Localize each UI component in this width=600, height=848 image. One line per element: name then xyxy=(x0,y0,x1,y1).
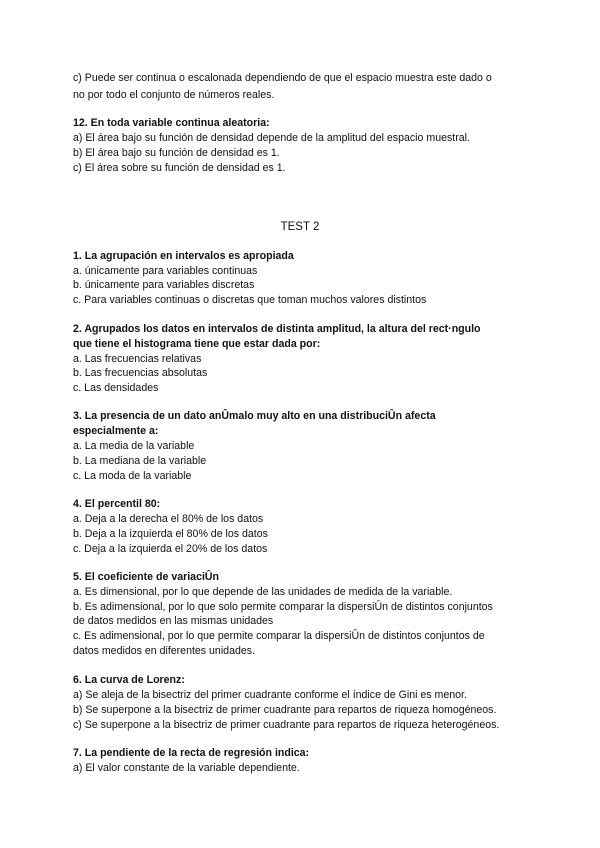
question-4-option-a: a. Deja a la derecha el 80% de los datos xyxy=(73,513,264,525)
question-5-option-c-line2: datos medidos en diferentes unidades. xyxy=(73,645,255,657)
option-c-line1: c) Puede ser continua o escalonada dependiendo de que el espacio muestra este dado o xyxy=(73,72,492,84)
question-1-option-b: b. únicamente para variables discretas xyxy=(73,279,255,291)
question-12-option-a: a) El área bajo su función de densidad depende de la amplitud del espacio muestral. xyxy=(73,132,470,144)
question-2-title-line1: 2. Agrupados los datos en intervalos de distinta amplitud, la altura del rect·ngulo xyxy=(73,323,481,335)
question-3-option-b: b. La mediana de la variable xyxy=(73,455,207,467)
question-4-title: 4. El percentil 80: xyxy=(73,498,161,510)
option-c-line2: no por todo el conjunto de números reales. xyxy=(73,89,275,101)
question-2-option-b: b. Las frecuencias absolutas xyxy=(73,367,208,379)
question-2-option-c: c. Las densidades xyxy=(73,382,159,394)
question-7-title: 7. La pendiente de la recta de regresión indica: xyxy=(73,747,310,759)
question-1-option-a: a. únicamente para variables continuas xyxy=(73,265,258,277)
question-12-title: 12. En toda variable continua aleatoria: xyxy=(73,117,270,129)
question-2-title-line2: que tiene el histograma tiene que estar dada por: xyxy=(73,338,321,350)
question-5-option-b-line1: b. Es adimensional, por lo que solo permite comparar la dispersiÛn de distintos conjuntos xyxy=(73,601,493,613)
question-1-option-c: c. Para variables continuas o discretas que toman muchos valores distintos xyxy=(73,294,427,306)
question-6-option-a: a) Se aleja de la bisectriz del primer cuadrante conforme el índice de Gini es menor. xyxy=(73,689,467,701)
question-6-option-b: b) Se superpone a la bisectriz de primer cuadrante para repartos de riqueza homogéneos. xyxy=(73,704,497,716)
question-5-title: 5. El coeficiente de variaciÛn xyxy=(73,571,220,583)
question-7-option-a: a) El valor constante de la variable dependiente. xyxy=(73,762,300,774)
question-1-title: 1. La agrupación en intervalos es apropiada xyxy=(73,250,294,262)
question-3-title-line1: 3. La presencia de un dato anÛmalo muy alto en una distribuciÛn afecta xyxy=(73,410,436,422)
question-12-option-b: b) El área bajo su función de densidad es 1. xyxy=(73,147,280,159)
question-4-option-c: c. Deja a la izquierda el 20% de los datos xyxy=(73,543,268,555)
question-6-option-c: c) Se superpone a la bisectriz de primer cuadrante para repartos de riqueza heterogéneos. xyxy=(73,719,500,731)
question-12-option-c: c) El área sobre su función de densidad es 1. xyxy=(73,162,286,174)
question-4-option-b: b. Deja a la izquierda el 80% de los datos xyxy=(73,528,268,540)
question-5-option-b-line2: de datos medidos en las mismas unidades xyxy=(73,615,274,627)
question-3-option-c: c. La moda de la variable xyxy=(73,470,192,482)
question-5-option-a: a. Es dimensional, por lo que depende de las unidades de medida de la variable. xyxy=(73,586,453,598)
question-3-option-a: a. La media de la variable xyxy=(73,440,195,452)
question-3-title-line2: especialmente a: xyxy=(73,425,159,437)
question-2-option-a: a. Las frecuencias relativas xyxy=(73,353,202,365)
question-5-option-c-line1: c. Es adimensional, por lo que permite comparar la dispersiÛn de distintos conjuntos de xyxy=(73,630,485,642)
question-6-title: 6. La curva de Lorenz: xyxy=(73,674,185,686)
test-title: TEST 2 xyxy=(280,221,320,233)
